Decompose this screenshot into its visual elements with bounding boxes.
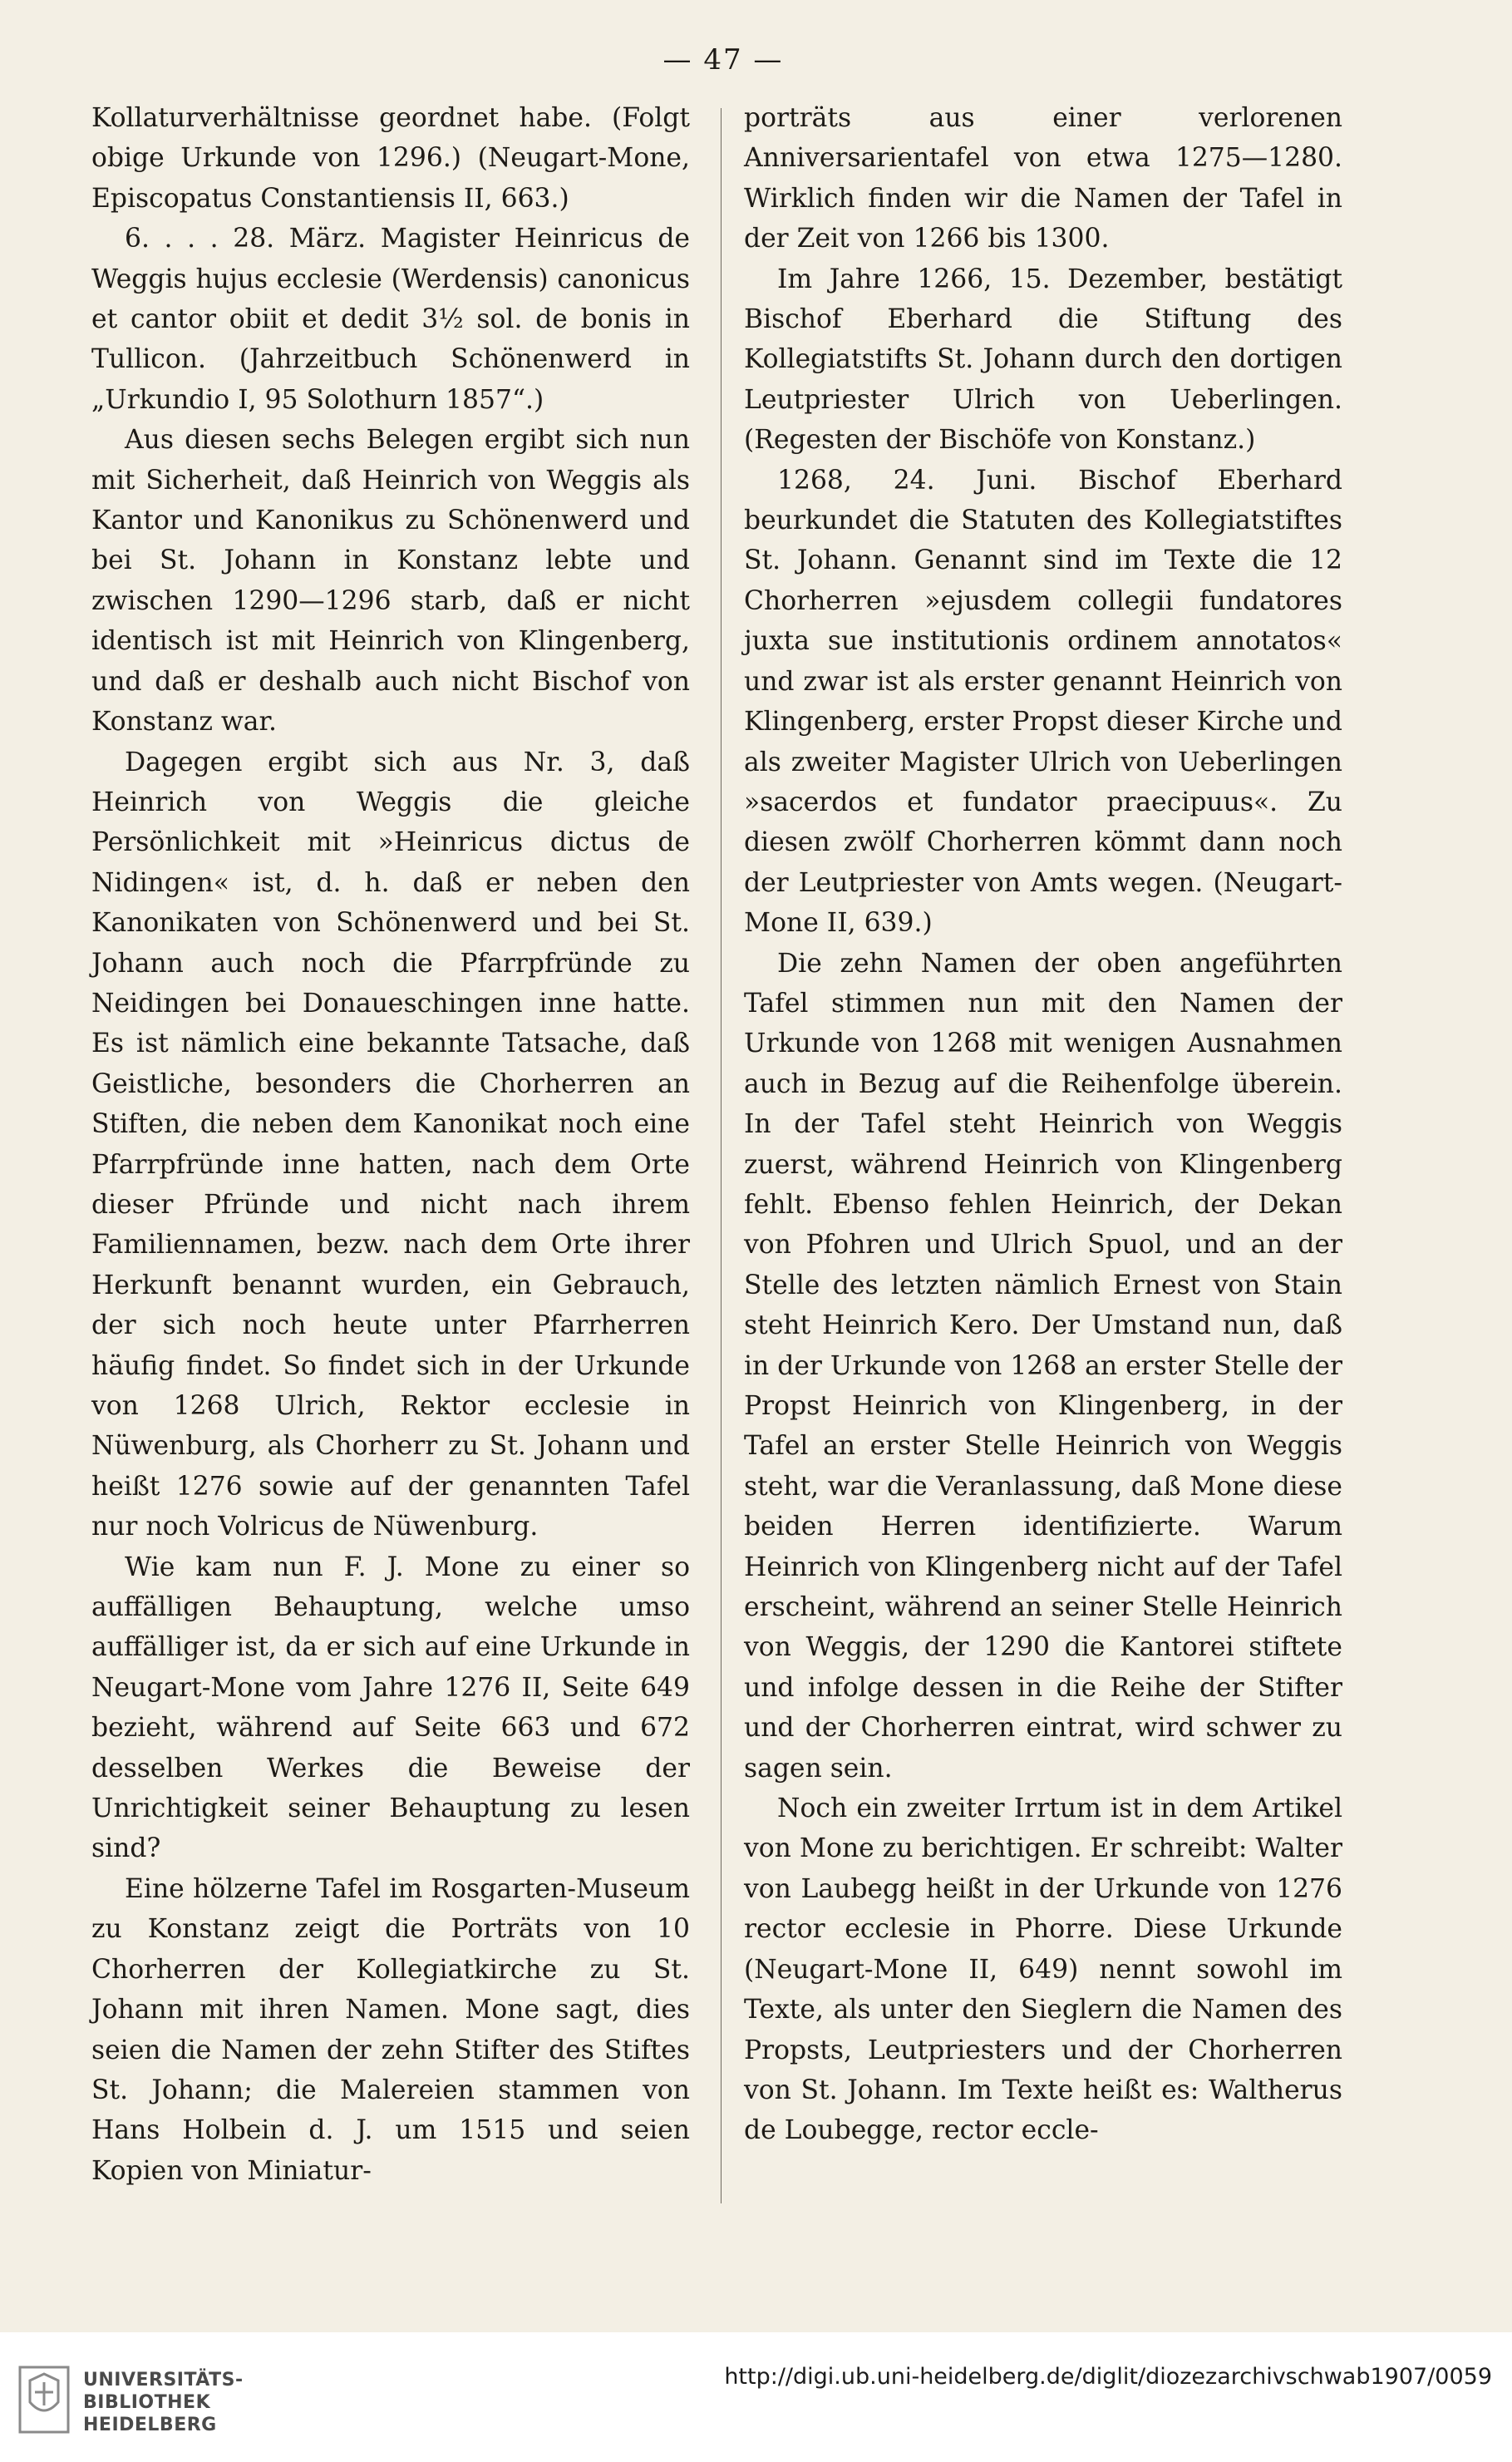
footer-bar xyxy=(0,2332,1512,2462)
column-divider xyxy=(721,108,722,2203)
page-number: — 47 — xyxy=(662,43,784,76)
paragraph: Noch ein zweiter Irrtum ist in dem Artikel von Mone zu berichtigen. Er schreibt: Walter von Laubegg heißt in der Urkunde von 1276 rector ecclesie in Phorre. Diese Urkunde (Neugart-Mone II, 649) nennt sowohl im Texte, als unter den Sieglern die Namen des Propsts, Leutpriesters und der Chorherren von St. Johann. Im Texte heißt es: Waltherus de Loubegge, rector eccle- xyxy=(744,1793,1342,2146)
paragraph: Eine hölzerne Tafel im Rosgarten-Museum zu Konstanz zeigt die Porträts von 10 Chorherren der Kollegiatkirche zu St. Johann mit ihren Namen. Mone sagt, dies seien die Namen der zehn Stifter des Stiftes St. Johann; die Malereien stammen von Hans Holbein d. J. um 1515 und seien Kopien von Miniatur- xyxy=(91,1873,690,2186)
paragraph: Wie kam nun F. J. Mone zu einer so auffälligen Behauptung, welche umso auffälliger ist, da er sich auf eine Urkunde in Neugart-Mone vom Jahre 1276 II, Seite 649 bezieht, während auf Seite 663 und 672 desselben Werkes die Beweise der Unrichtigkeit seiner Behauptung zu lesen sind? xyxy=(91,1552,690,1864)
paragraph: 1268, 24. Juni. Bischof Eberhard beurkundet die Statuten des Kollegiatstiftes St. Johann. Genannt sind im Texte die 12 Chorherren »ejusdem collegii fundatores juxta sue institutionis ordinem annotatos« und zwar ist als erster genannt Heinrich von Klingenberg, erster Propst dieser Kirche und als zweiter Magister Ulrich von Ueberlingen »sacerdos et fundator praecipuus«. Zu diesen zwölf Chorherren kömmt dann noch der Leutpriester von Amts wegen. (Neugart-Mone II, 639.) xyxy=(744,465,1342,939)
source-url[interactable]: http://digi.ub.uni-heidelberg.de/diglit/diozezarchivschwab1907/0059 xyxy=(724,2364,1492,2390)
paragraph: porträts aus einer verlorenen Anniversarientafel von etwa 1275—1280. Wirklich finden wir die Namen der Tafel in der Zeit von 1266 bis 1300. xyxy=(744,103,1342,254)
paragraph: Aus diesen sechs Belegen ergibt sich nun mit Sicherheit, daß Heinrich von Weggis als Kantor und Kanonikus zu Schönenwerd und bei St. Johann in Konstanz lebte und zwischen 1290—1296 starb, daß er nicht identisch ist mit Heinrich von Klingenberg, und daß er deshalb auch nicht Bischof von Konstanz war. xyxy=(91,425,690,738)
left-column xyxy=(91,98,690,2191)
university-seal-icon xyxy=(15,2364,73,2435)
paragraph: Die zehn Namen der oben angeführten Tafel stimmen nun mit den Namen der Urkunde von 1268 mit wenigen Ausnahmen auch in Bezug auf die Reihenfolge überein. In der Tafel steht Heinrich von Weggis zuerst, während Heinrich von Klingenberg fehlt. Ebenso fehlen Heinrich, der Dekan von Pfohren und Ulrich Spuol, und an der Stelle des letzten nämlich Ernest von Stain steht Heinrich Kero. Der Umstand nun, daß in der Urkunde von 1268 an erster Stelle der Propst Heinrich von Klingenberg, in der Tafel an erster Stelle Heinrich von Weggis steht, war die Veranlassung, daß Mone diese beiden Herren identifizierte. Warum Heinrich von Klingenberg nicht auf der Tafel erscheint, während an seiner Stelle Heinrich von Weggis, der 1290 die Kantorei stiftete und infolge dessen in die Reihe der Stifter und der Chorherren eintrat, wird schwer zu sagen sein. xyxy=(744,948,1342,1784)
library-logo-text: UNIVERSITÄTS- BIBLIOTHEK HEIDELBERG xyxy=(83,2370,244,2435)
paragraph: 6. . . . 28. März. Magister Heinricus de Weggis hujus ecclesie (Werdensis) canonicus et cantor obiit et dedit 3½ sol. de bonis in Tullicon. (Jahrzeitbuch Schönenwerd in „Urkundio I, 95 Solothurn 1857“.) xyxy=(91,224,690,415)
paragraph: Dagegen ergibt sich aus Nr. 3, daß Heinrich von Weggis die gleiche Persönlichkeit mit »Heinricus dictus de Nidingen« ist, d. h. daß er neben den Kanonikaten von Schönenwerd und bei St. Johann auch noch die Pfarrpfründe zu Neidingen bei Donaueschingen inne hatte. Es ist nämlich eine bekannte Tatsache, daß Geistliche, besonders die Chorherren an Stiften, die neben dem Kanonikat noch eine Pfarrpfründe inne hatten, nach dem Orte dieser Pfründe und nicht nach ihrem Familiennamen, bezw. nach dem Orte ihrer Herkunft benannt wurden, ein Gebrauch, der sich noch heute unter Pfarrherren häufig findet. So findet sich in der Urkunde von 1268 Ulrich, Rektor ecclesie in Nüwenburg, als Chorherr zu St. Johann und heißt 1276 sowie auf der genannten Tafel nur noch Volricus de Nüwenburg. xyxy=(91,747,690,1542)
right-column xyxy=(744,98,1342,2151)
paragraph: Im Jahre 1266, 15. Dezember, bestätigt Bischof Eberhard die Stiftung des Kollegiatstifts St. Johann durch den dortigen Leutpriester Ulrich von Ueberlingen. (Regesten der Bischöfe von Konstanz.) xyxy=(744,264,1342,456)
paragraph: Kollaturverhältnisse geordnet habe. (Folgt obige Urkunde von 1296.) (Neugart-Mone, Episcopatus Constantiensis II, 663.) xyxy=(91,103,690,214)
